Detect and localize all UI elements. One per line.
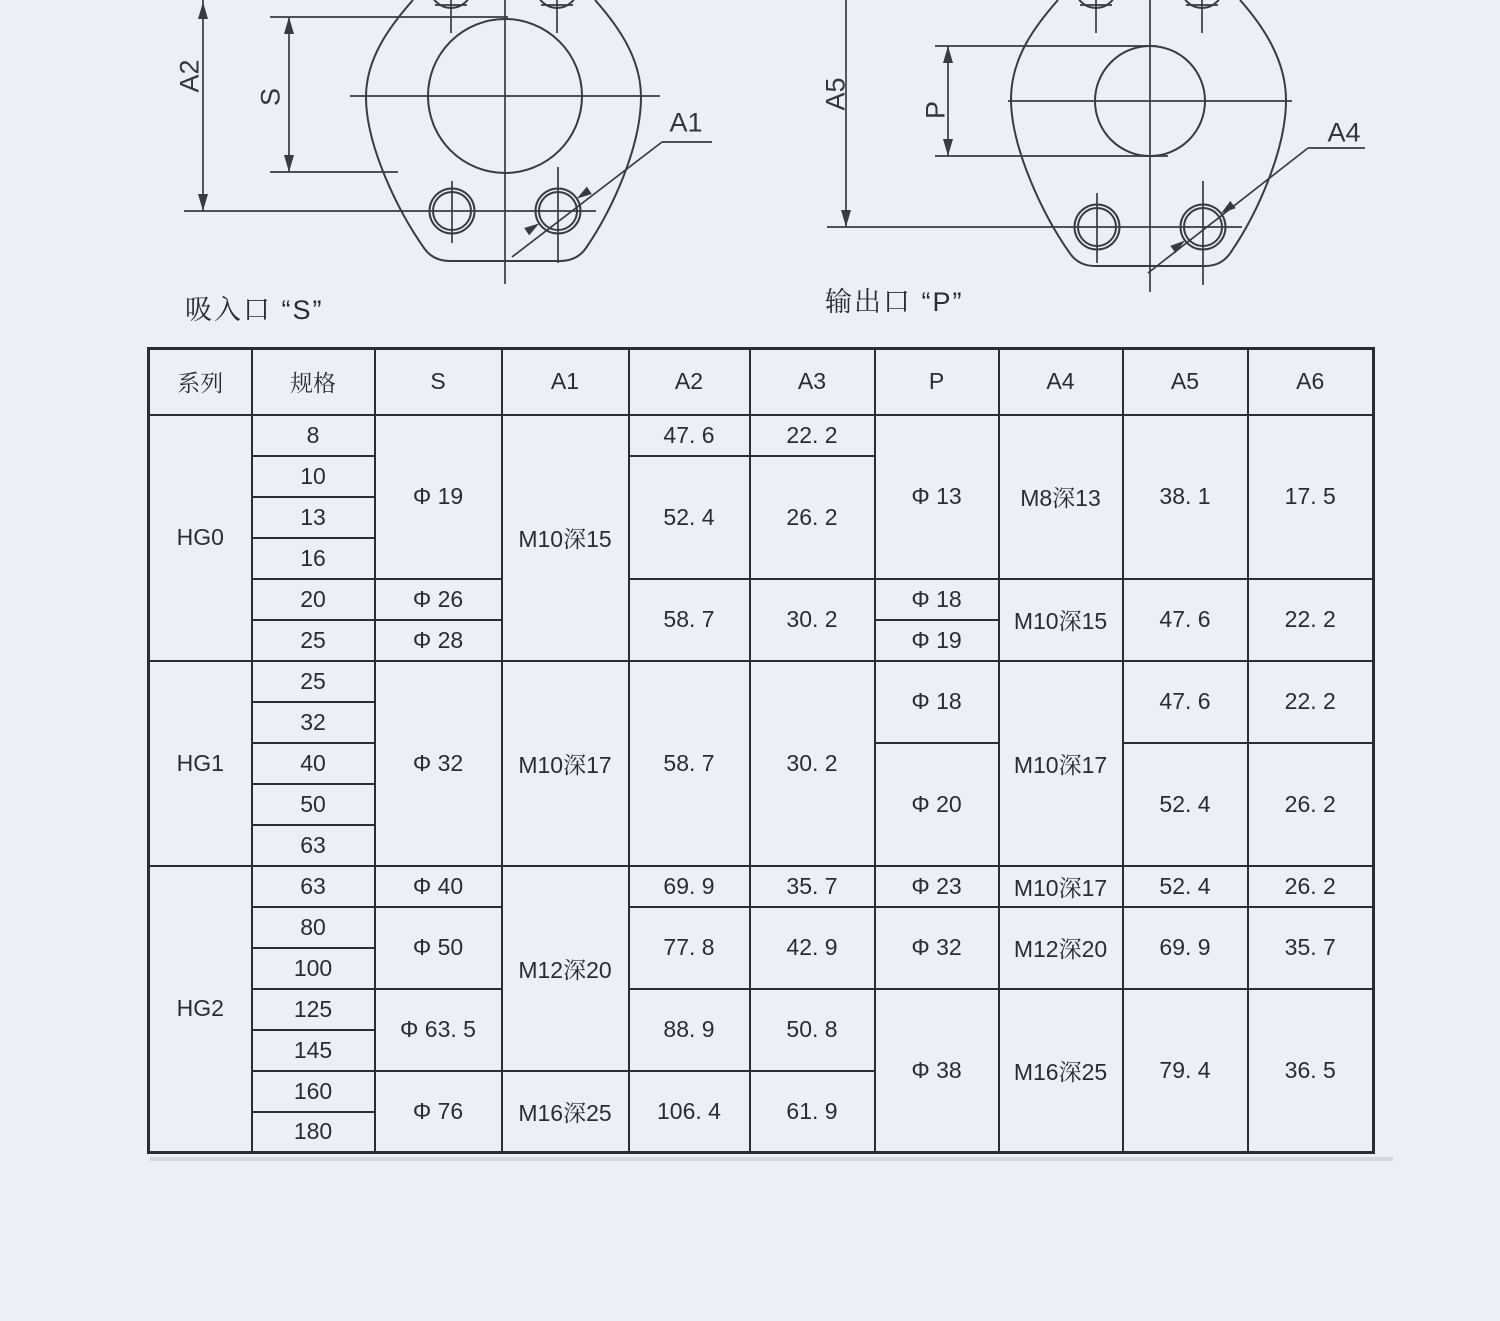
table-row	[149, 415, 1374, 456]
flange-outline	[1011, 0, 1286, 266]
table-cell: Φ 23	[875, 866, 999, 907]
table-cell: 50. 8	[750, 989, 875, 1071]
table-cell: 88. 9	[629, 989, 750, 1071]
col-header-series: 系列	[149, 349, 252, 415]
table-cell: 52. 4	[629, 456, 750, 579]
table-cell: Φ 18	[875, 579, 999, 620]
table-cell: 61. 9	[750, 1071, 875, 1153]
table-cell: 52. 4	[1123, 866, 1248, 907]
table-cell: Φ 26	[375, 579, 502, 620]
dimension-a2	[184, 0, 596, 211]
dimension-table	[147, 347, 1375, 1154]
table-cell: 25	[252, 620, 375, 661]
dim-label-s: S	[255, 87, 286, 107]
col-header-a1: A1	[502, 349, 629, 415]
table-cell: 52. 4	[1123, 743, 1248, 866]
leader-a4	[1148, 148, 1365, 273]
table-cell: 69. 9	[1123, 907, 1248, 989]
col-header-a4: A4	[999, 349, 1123, 415]
col-header-a3: A3	[750, 349, 875, 415]
table-cell: Φ 76	[375, 1071, 502, 1153]
table-cell: M16深25	[999, 989, 1123, 1153]
table-cell: Φ 32	[875, 907, 999, 989]
table-cell: M8深13	[999, 415, 1123, 579]
table-cell: 160	[252, 1071, 375, 1112]
table-cell: M10深15	[999, 579, 1123, 661]
table-cell: 58. 7	[629, 661, 750, 866]
table-cell: Φ 18	[875, 661, 999, 743]
table-cell: Φ 50	[375, 907, 502, 989]
table-cell: M10深15	[502, 415, 629, 661]
col-header-p: P	[875, 349, 999, 415]
series-cell: HG0	[149, 415, 252, 661]
table-cell: Φ 19	[375, 415, 502, 579]
table-cell: 77. 8	[629, 907, 750, 989]
table-bottom-shadow	[150, 1157, 1393, 1161]
table-cell: Φ 32	[375, 661, 502, 866]
table-cell: 79. 4	[1123, 989, 1248, 1153]
table-cell: Φ 19	[875, 620, 999, 661]
output-port-drawing	[827, 0, 1365, 292]
table-row	[149, 907, 1374, 948]
table-cell: Φ 40	[375, 866, 502, 907]
table-cell: 25	[252, 661, 375, 702]
flange-outline	[366, 0, 641, 261]
col-header-s: S	[375, 349, 502, 415]
table-cell: M12深20	[502, 866, 629, 1071]
table-cell: 26. 2	[1248, 743, 1374, 866]
table-cell: 69. 9	[629, 866, 750, 907]
table-row	[149, 989, 1374, 1030]
table-cell: 10	[252, 456, 375, 497]
centerlines	[1008, 0, 1292, 292]
table-cell: M16深25	[502, 1071, 629, 1153]
table-cell: 58. 7	[629, 579, 750, 661]
table-cell: 16	[252, 538, 375, 579]
table-cell: 32	[252, 702, 375, 743]
table-row	[149, 661, 1374, 702]
series-cell: HG2	[149, 866, 252, 1153]
table-cell: Φ 28	[375, 620, 502, 661]
leader-label-a1: A1	[669, 107, 703, 138]
table-cell: 47. 6	[629, 415, 750, 456]
table-cell: 20	[252, 579, 375, 620]
table-cell: 22. 2	[1248, 661, 1374, 743]
dim-label-a5: A5	[820, 77, 851, 111]
col-header-a5: A5	[1123, 349, 1248, 415]
table-cell: 35. 7	[750, 866, 875, 907]
dim-label-p: P	[920, 100, 951, 120]
table-cell: 8	[252, 415, 375, 456]
series-cell: HG1	[149, 661, 252, 866]
table-cell: M10深17	[999, 661, 1123, 866]
table-cell: 30. 2	[750, 661, 875, 866]
table-cell: 180	[252, 1112, 375, 1153]
table-cell: 13	[252, 497, 375, 538]
centerlines	[350, 0, 660, 284]
table-cell: Φ 38	[875, 989, 999, 1153]
col-header-a2: A2	[629, 349, 750, 415]
col-header-a6: A6	[1248, 349, 1374, 415]
table-cell: M12深20	[999, 907, 1123, 989]
dimension-a5	[827, 0, 1242, 227]
table-cell: M10深17	[999, 866, 1123, 907]
table-cell: 50	[252, 784, 375, 825]
table-cell: 22. 2	[1248, 579, 1374, 661]
table-cell: M10深17	[502, 661, 629, 866]
col-header-spec: 规格	[252, 349, 375, 415]
table-cell: 145	[252, 1030, 375, 1071]
top-bolt-holes	[1075, 0, 1223, 33]
table-cell: Φ 13	[875, 415, 999, 579]
table-cell: 26. 2	[750, 456, 875, 579]
table-cell: 63	[252, 866, 375, 907]
table-cell: 22. 2	[750, 415, 875, 456]
table-cell: 17. 5	[1248, 415, 1374, 579]
table-cell: 30. 2	[750, 579, 875, 661]
table-cell: 106. 4	[629, 1071, 750, 1153]
table-cell: 35. 7	[1248, 907, 1374, 989]
table-cell: 42. 9	[750, 907, 875, 989]
table-cell: 36. 5	[1248, 989, 1374, 1153]
table-cell: 26. 2	[1248, 866, 1374, 907]
caption-output-port: 输出口 “P”	[825, 287, 964, 317]
table-cell: 80	[252, 907, 375, 948]
table-cell: 40	[252, 743, 375, 784]
leader-label-a4: A4	[1327, 117, 1361, 148]
dim-label-a2: A2	[174, 59, 205, 93]
table-cell: 63	[252, 825, 375, 866]
table-cell: 47. 6	[1123, 579, 1248, 661]
table-cell: 47. 6	[1123, 661, 1248, 743]
table-cell: 125	[252, 989, 375, 1030]
header-row	[149, 349, 1374, 415]
table-cell: Φ 63. 5	[375, 989, 502, 1071]
table-cell: Φ 20	[875, 743, 999, 866]
dimension-s	[270, 17, 508, 172]
table-row	[149, 579, 1374, 620]
table-row	[149, 866, 1374, 907]
suction-port-drawing	[184, 0, 712, 284]
table-cell: 38. 1	[1123, 415, 1248, 579]
caption-suction-port: 吸入口 “S”	[185, 295, 324, 325]
table-cell: 100	[252, 948, 375, 989]
